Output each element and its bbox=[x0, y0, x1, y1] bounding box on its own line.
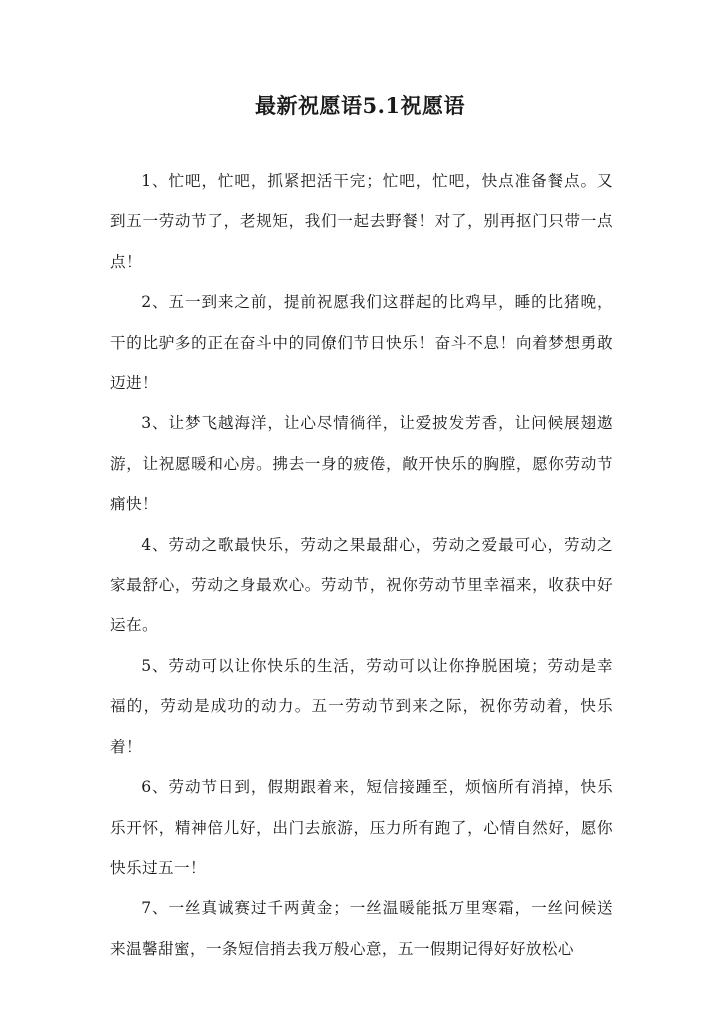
paragraph-6: 6、劳动节日到，假期跟着来，短信接踵至，烦恼所有消掉，快乐乐开怀，精神倍儿好，出门去旅游，压力所有跑了，心情自然好，愿你快乐过五一！ bbox=[110, 778, 613, 877]
paragraph-2: 2、五一到来之前，提前祝愿我们这群起的比鸡早，睡的比猪晚，干的比驴多的正在奋斗中的同僚们节日快乐！奋斗不息！向着梦想勇敢迈进！ bbox=[110, 293, 613, 393]
paragraph-5: 5、劳动可以让你快乐的生活，劳动可以让你挣脱困境；劳动是幸福的，劳动是成功的动力。五一劳动节到来之际，祝你劳动着，快乐着！ bbox=[110, 656, 613, 756]
document-body bbox=[110, 161, 613, 969]
paragraph-3: 3、让梦飞越海洋，让心尽情徜徉，让爱披发芳香，让问候展翅遨游，让祝愿暖和心房。拂去一身的疲倦，敞开快乐的胸膛，愿你劳动节痛快！ bbox=[110, 414, 613, 514]
paragraph-1: 1、忙吧，忙吧，抓紧把活干完；忙吧，忙吧，快点准备餐点。又到五一劳动节了，老规矩，我们一起去野餐！对了，别再抠门只带一点点！ bbox=[110, 172, 613, 271]
paragraph-4: 4、劳动之歌最快乐，劳动之果最甜心，劳动之爱最可心，劳动之家最舒心，劳动之身最欢心。劳动节，祝你劳动节里幸福来，收获中好运在。 bbox=[110, 535, 613, 635]
document-title: 最新祝愿语5.1祝愿语 bbox=[254, 93, 466, 118]
paragraph-7: 7、一丝真诚赛过千两黄金；一丝温暖能抵万里寒霜，一丝问候送来温馨甜蜜，一条短信捎去我万般心意，五一假期记得好好放松心 bbox=[110, 899, 613, 958]
